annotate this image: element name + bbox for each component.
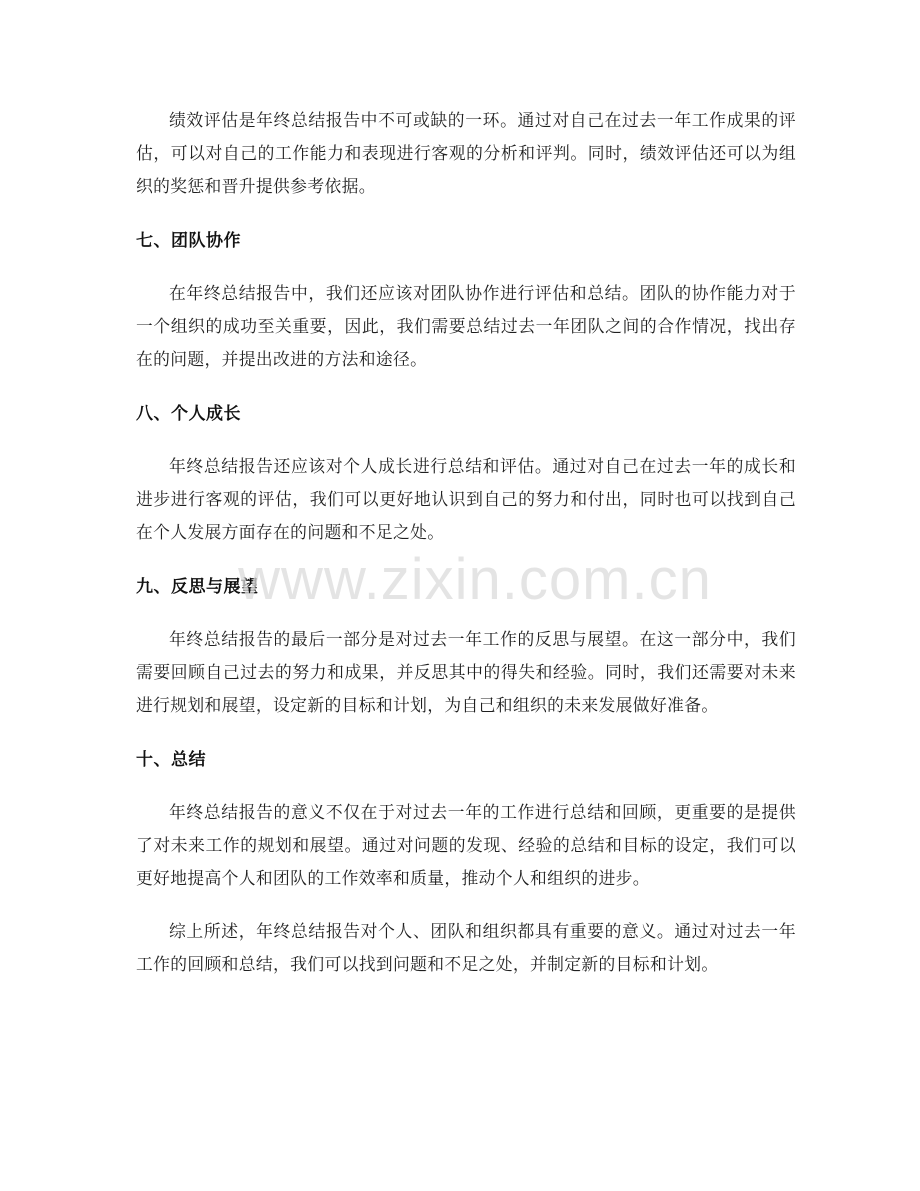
watermark-text: www.zixin.com.cn	[238, 547, 712, 612]
heading-reflection-outlook: 九、反思与展望	[136, 577, 259, 597]
document-content	[136, 104, 796, 981]
paragraph-reflection-outlook: 年终总结报告的最后一部分是对过去一年工作的反思与展望。在这一部分中，我们需要回顾自己过去的努力和成果，并反思其中的得失和经验。同时，我们还需要对未来进行规划和展望，设定新的目标和计划，为自己和组织的未来发展做好准备。	[136, 629, 796, 715]
heading-team-collaboration: 七、团队协作	[136, 231, 241, 251]
paragraph-team-collaboration: 在年终总结报告中，我们还应该对团队协作进行评估和总结。团队的协作能力对于一个组织的成功至关重要，因此，我们需要总结过去一年团队之间的合作情况，找出存在的问题，并提出改进的方法和途径。	[136, 283, 796, 369]
paragraph-performance-evaluation: 绩效评估是年终总结报告中不可或缺的一环。通过对自己在过去一年工作成果的评估，可以对自己的工作能力和表现进行客观的分析和评判。同时，绩效评估还可以为组织的奖惩和晋升提供参考依据。	[136, 110, 796, 196]
paragraph-summary-conclusion: 综上所述，年终总结报告对个人、团队和组织都具有重要的意义。通过对过去一年工作的回顾和总结，我们可以找到问题和不足之处，并制定新的目标和计划。	[136, 921, 796, 974]
paragraph-summary-significance: 年终总结报告的意义不仅在于对过去一年的工作进行总结和回顾，更重要的是提供了对未来工作的规划和展望。通过对问题的发现、经验的总结和目标的设定，我们可以更好地提高个人和团队的工作效率和质量，推动个人和组织的进步。	[136, 802, 796, 888]
paragraph-personal-growth: 年终总结报告还应该对个人成长进行总结和评估。通过对自己在过去一年的成长和进步进行客观的评估，我们可以更好地认识到自己的努力和付出，同时也可以找到自己在个人发展方面存在的问题和不足之处。	[136, 456, 796, 542]
heading-personal-growth: 八、个人成长	[136, 404, 241, 424]
heading-summary: 十、总结	[136, 750, 206, 770]
